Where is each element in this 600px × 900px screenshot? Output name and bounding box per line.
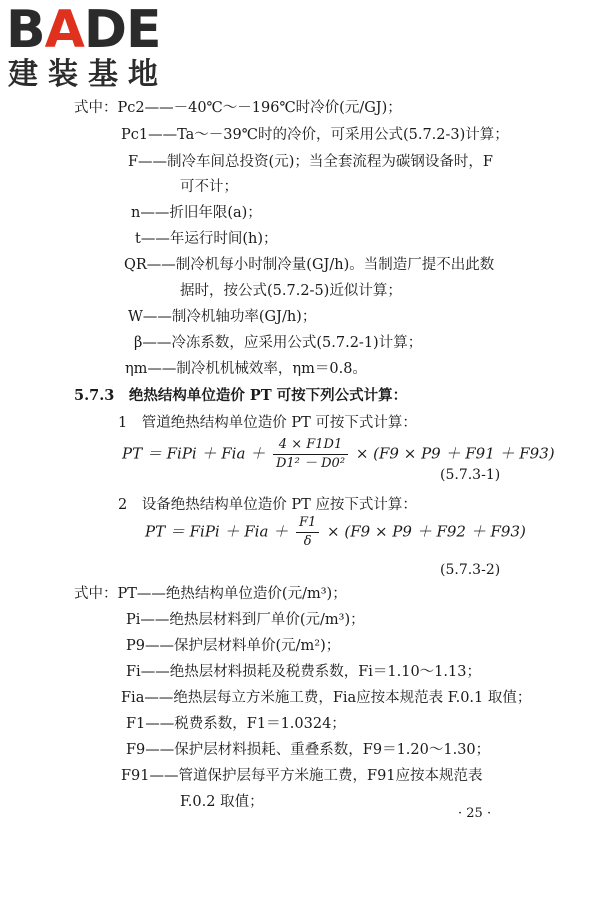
text-line-3: F——制冷车间总投资(元)；当全套流程为碳钢设备时，F [128,154,493,170]
eq1-left: PT ＝ FiPi ＋ Fia ＋ [122,444,266,463]
eq2-fraction [296,514,319,551]
text-line-11: ηm——制冷机机械效率，ηm＝0.8。 [125,361,367,377]
item-2-heading: 2 设备绝热结构单位造价 PT 应按下式计算： [118,497,417,513]
text-line-27: F.0.2 取值； [180,794,264,810]
text-line-22: Fi——绝热层材料损耗及税费系数，Fi＝1.10～1.13； [126,664,481,680]
text-line-1: 式中：Pc2——－40℃～－196℃时冷价(元/GJ)； [74,100,402,116]
text-line-6: t——年运行时间(h)； [135,231,278,247]
eq1-denominator: D1² － D0² [275,456,346,471]
text-line-2: Pc1——Ta～－39℃时的冷价，可采用公式(5.7.2-3)计算； [121,127,509,143]
text-line-25: F9——保护层材料损耗、重叠系数，F9＝1.20～1.30； [126,742,491,758]
eq2-right: × (F9 × P9 ＋ F92 ＋ F93) [327,522,526,541]
text-line-8: 据时，按公式(5.7.2-5)近似计算； [180,283,402,299]
logo-chinese: 建装基地 [8,57,168,92]
text-line-19: 式中：PT——绝热结构单位造价(元/m³)； [74,586,347,602]
equation-number-2: (5.7.3-2) [440,562,501,578]
item-1-heading: 1 管道绝热结构单位造价 PT 可按下式计算： [118,415,417,431]
text-line-20: Pi——绝热层材料到厂单价(元/m³)； [126,612,365,628]
section-heading-5-7-3: 5.7.3 绝热结构单位造价 PT 可按下列公式计算： [74,387,408,404]
page-number: · 25 · [458,806,492,821]
eq1-fraction [273,436,348,473]
equation-number-1: (5.7.3-1) [440,467,501,483]
eq1-numerator: 4 × F1D1 [273,436,348,455]
eq1-right: × (F9 × P9 ＋ F91 ＋ F93) [355,444,555,463]
text-line-21: P9——保护层材料单价(元/m²)； [126,638,341,654]
text-line-26: F91——管道保护层每平方米施工费，F91应按本规范表 [121,768,483,784]
text-line-24: F1——税费系数，F1＝1.0324； [126,716,346,732]
eq2-left: PT ＝ FiPi ＋ Fia ＋ [145,522,289,541]
text-line-5: n——折旧年限(a)； [131,205,262,221]
equation-5-7-3-2 [145,514,526,551]
text-line-23: Fia——绝热层每立方米施工费，Fia应按本规范表 F.0.1 取值； [121,690,532,706]
text-line-7: QR——制冷机每小时制冷量(GJ/h)。当制造厂提不出此数 [124,257,495,273]
text-line-4: 可不计； [180,179,238,195]
logo [6,0,186,96]
eq2-numerator: F1 [296,514,319,533]
text-line-10: β——冷冻系数，应采用公式(5.7.2-1)计算； [134,335,423,351]
logo-bade: BADE [6,0,161,60]
text-line-9: W——制冷机轴功率(GJ/h)； [128,309,317,325]
eq2-denominator: δ [303,534,312,549]
